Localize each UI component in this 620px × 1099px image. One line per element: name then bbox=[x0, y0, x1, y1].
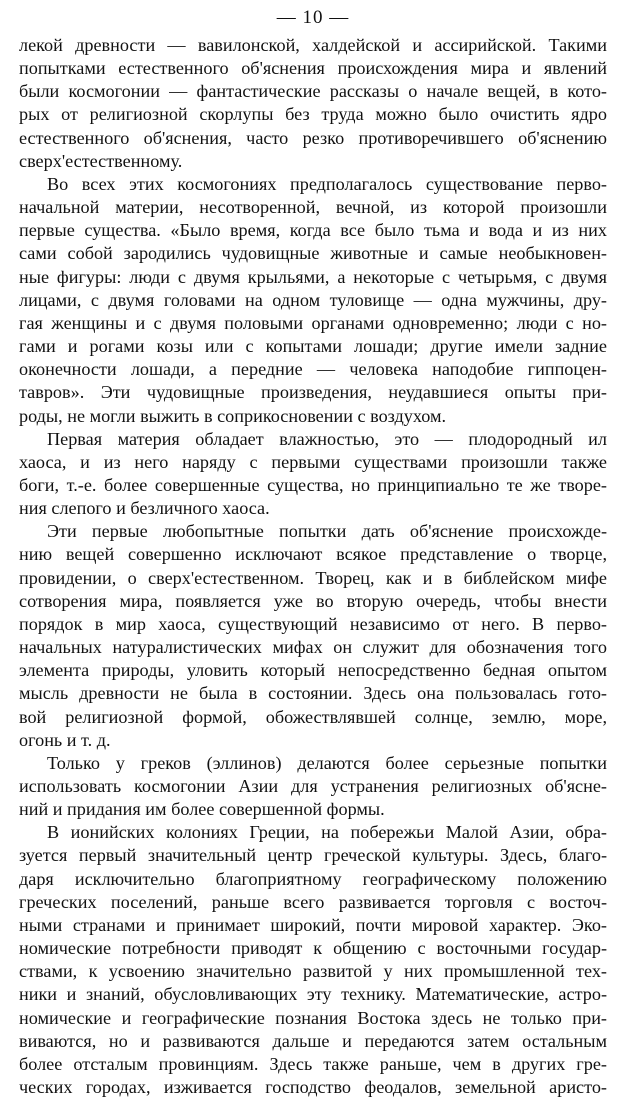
text-line: вой религиозной формой, обожествлявшей солнце, землю, море, bbox=[19, 706, 607, 727]
text-line: ствами, к усвоению значительно развитой у них промышленной тех- bbox=[19, 961, 607, 982]
paragraph bbox=[19, 428, 607, 521]
text-line: оконечности лошади, а передние — человека наподобие гиппоцен- bbox=[19, 359, 607, 380]
text-line: использовать космогонии Азии для устранения религиозных об'ясне- bbox=[19, 776, 607, 796]
text-line: боги, т.-е. более совершенные существа, но принципиально те же творе- bbox=[19, 474, 607, 495]
text-line: естественного об'яснения, часто резко противоречившего об'яснению bbox=[19, 127, 607, 148]
text-line: начальной материи, несотворенной, вечной, из которой произошли bbox=[19, 197, 607, 218]
text-line: гая женщины и с двумя половыми органами одновременно; люди с но- bbox=[19, 312, 607, 333]
text-line: Во всех этих космогониях предполагалось существование перво- bbox=[47, 173, 607, 194]
text-line: нию вещей совершенно исключают всякое представление о творце, bbox=[19, 544, 607, 565]
text-line: ники и знаний, обусловливающих эту технику. Математические, астро- bbox=[19, 984, 607, 1005]
text-line: порядок в мир хаоса, существующий независимо от него. В перво- bbox=[19, 613, 607, 634]
paragraph bbox=[19, 821, 607, 1099]
text-line: ческих городах, изживается господство феодалов, земельной аристо- bbox=[19, 1077, 607, 1098]
paragraph bbox=[19, 520, 607, 752]
text-line: огонь и т. д. bbox=[19, 729, 111, 750]
text-line: ными странами и принимает широкий, почти мировой характер. Эко- bbox=[19, 914, 607, 935]
text-line: В ионийских колониях Греции, на побережьи Малой Азии, обра- bbox=[47, 822, 607, 843]
text-line: гами и рогами козы или с копытами лошади; другие имели задние bbox=[19, 336, 607, 357]
paragraph bbox=[19, 173, 607, 428]
text-line: роды, не могли выжить в соприкосновении с воздухом. bbox=[19, 405, 447, 426]
text-line: сверх'естественному. bbox=[19, 150, 183, 171]
text-line: Только у греков (эллинов) делаются более серьезные попытки bbox=[47, 752, 607, 773]
text-line: номические потребности приводят к общению с восточными государ- bbox=[19, 938, 607, 959]
text-line: виваются, но и развиваются дальше и передаются затем остальным bbox=[19, 1030, 607, 1051]
text-line: провидении, о сверх'естественном. Творец, как и в библейском мифе bbox=[19, 567, 607, 588]
text-line: хаоса, и из него наряду с первыми существами произошли также bbox=[19, 451, 607, 472]
paragraph bbox=[19, 34, 607, 173]
text-line: рых от религиозной скорлупы без труда можно было очистить ядро bbox=[19, 104, 607, 125]
text-line: ния слепого и безличного хаоса. bbox=[19, 498, 270, 519]
text-line: зуется первый значительный центр греческой культуры. Здесь, благо- bbox=[19, 845, 607, 866]
paragraph bbox=[19, 752, 607, 821]
text-line: попытками естественного об'яснения происхождения мира и явлений bbox=[19, 58, 607, 79]
text-line: элемента природы, уловить который непосредственно бедная опытом bbox=[19, 660, 607, 681]
text-line: сами собой зародились чудовищные животные и самые необыкновен- bbox=[19, 243, 607, 264]
text-line: даря исключительно благоприятному географическому положению bbox=[19, 868, 607, 889]
text-line: Эти первые любопытные попытки дать об'яснение происхожде- bbox=[47, 521, 607, 542]
text-line: начальных натуралистических мифах он служит для обозначения того bbox=[19, 637, 607, 658]
text-line: греческих поселений, раньше всего развивается торговля с восточ- bbox=[19, 891, 607, 912]
text-line: лекой древности — вавилонской, халдейской и ассирийской. Такими bbox=[19, 35, 607, 55]
text-line: ные фигуры: люди с двумя крыльями, а некоторые с четырьмя, с двумя bbox=[19, 266, 607, 287]
text-line: номические и географические познания Востока здесь не только при- bbox=[19, 1007, 607, 1028]
text-line: лицами, с двумя головами на одном туловище — одна мужчины, дру- bbox=[19, 289, 607, 310]
text-line: ний и придания им более совершенной формы. bbox=[19, 799, 385, 820]
body-text bbox=[19, 34, 607, 1099]
text-line: первые существа. «Было время, когда все было тьма и вода и из них bbox=[19, 220, 607, 241]
text-line: Первая материя обладает влажностью, это — плодородный ил bbox=[47, 428, 607, 449]
text-line: сотворения мира, появляется уже во вторую очередь, чтобы внести bbox=[19, 590, 607, 611]
text-line: были космогонии — фантастические рассказы о начале вещей, в кото- bbox=[19, 81, 607, 102]
text-line: мысль древности не была в состоянии. Здесь она пользовалась гото- bbox=[19, 683, 607, 704]
page-number: — 10 — bbox=[276, 7, 350, 28]
text-line: тавров». Эти чудовищные произведения, неудавшиеся опыты при- bbox=[19, 382, 607, 403]
text-line: более отсталым провинциям. Здесь также раньше, чем в других гре- bbox=[19, 1053, 607, 1074]
